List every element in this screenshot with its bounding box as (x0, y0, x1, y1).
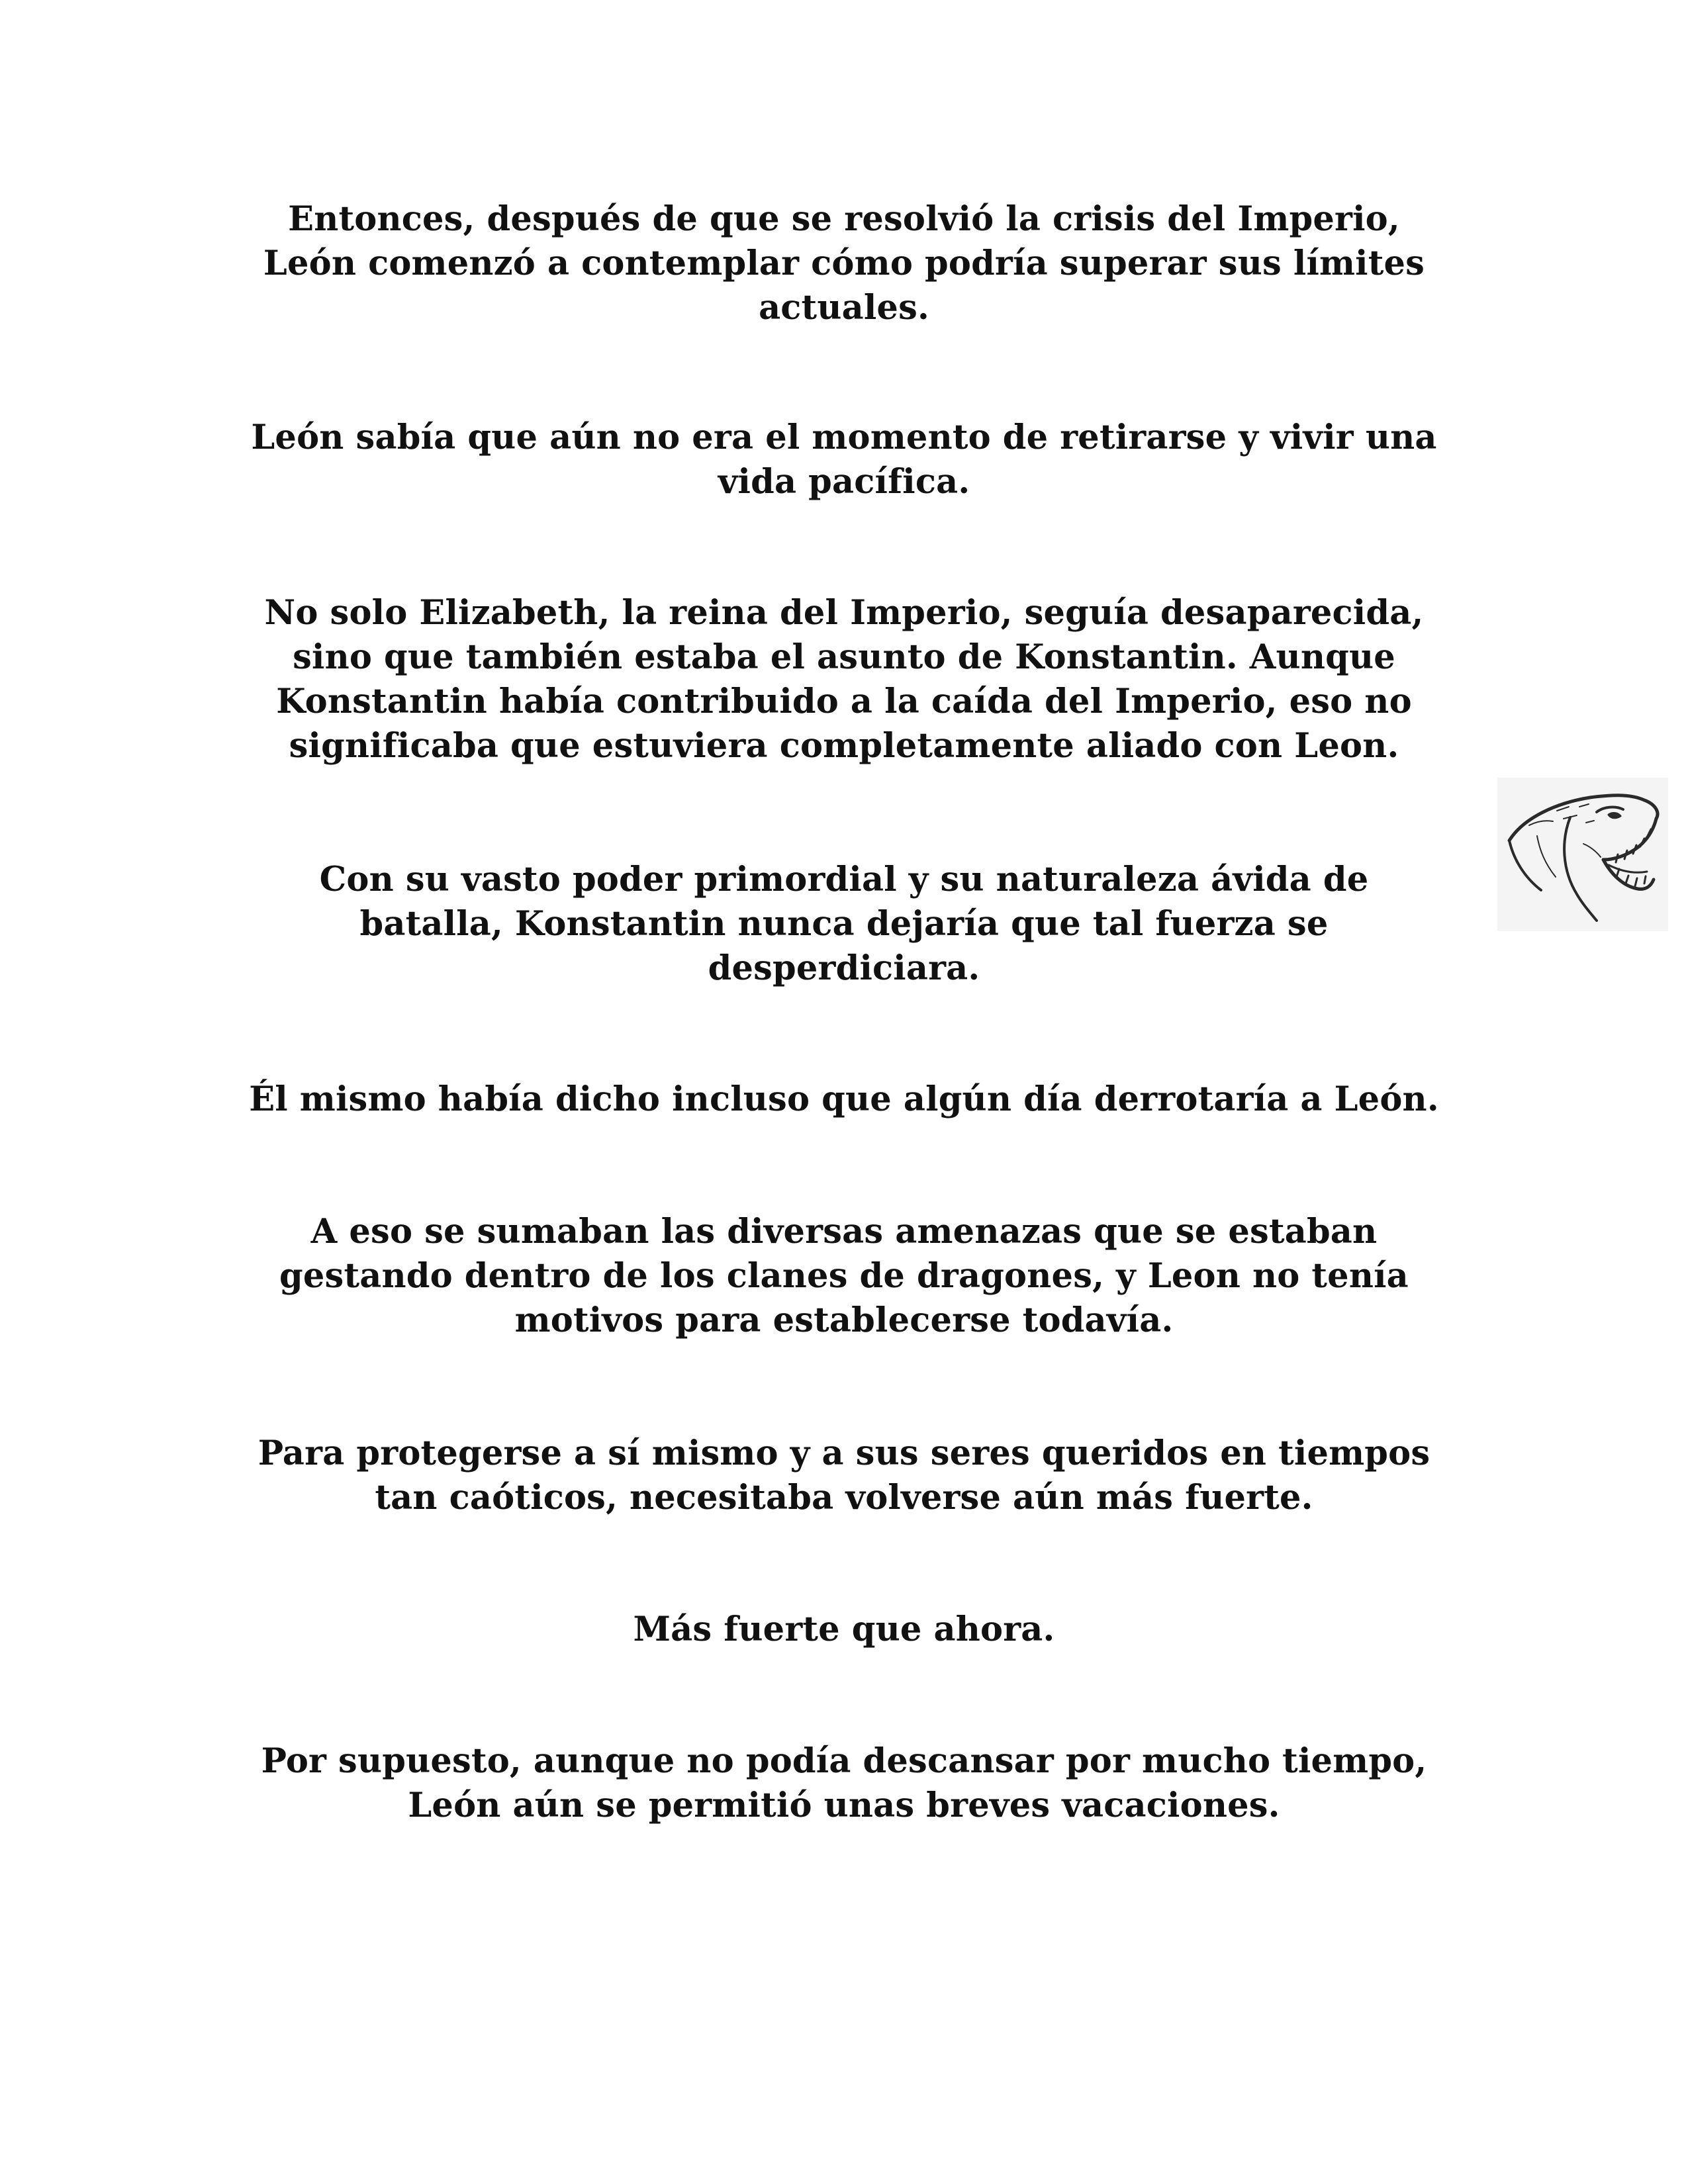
paragraph-line: Con su vasto poder primordial y su naturaleza ávida de (319, 860, 1369, 899)
paragraph-5 (215, 1077, 1473, 1122)
paragraph-line: Konstantin había contribuido a la caída del Imperio, eso no (276, 682, 1412, 721)
paragraph-line: batalla, Konstantin nunca dejaría que tal fuerza se (359, 904, 1329, 944)
paragraph-line: motivos para establecerse todavía. (514, 1300, 1174, 1340)
paragraph-line: Entonces, después de que se resolvió la crisis del Imperio, (288, 199, 1400, 239)
paragraph-4 (215, 858, 1473, 991)
dinosaur-head-sketch-icon (1497, 778, 1668, 931)
paragraph-line: sino que también estaba el asunto de Konstantin. Aunque (293, 637, 1395, 677)
paragraph-6 (215, 1210, 1473, 1343)
paragraph-3 (215, 591, 1473, 768)
paragraph-line: León comenzó a contemplar cómo podría superar sus límites (263, 244, 1425, 283)
paragraph-line: desperdiciara. (708, 948, 980, 988)
paragraph-line: Para protegerse a sí mismo y a sus seres queridos en tiempos (258, 1433, 1430, 1473)
paragraph-line: León sabía que aún no era el momento de retirarse y vivir una (251, 418, 1437, 457)
paragraph-line: Él mismo había dicho incluso que algún día derrotaría a León. (249, 1079, 1439, 1119)
paragraph-2 (215, 416, 1473, 504)
paragraph-line: Por supuesto, aunque no podía descansar por mucho tiempo, (261, 1741, 1427, 1781)
paragraph-line: A eso se sumaban las diversas amenazas que se estaban (310, 1212, 1378, 1251)
paragraph-line: actuales. (759, 288, 929, 328)
paragraph-line: significaba que estuviera completamente aliado con Leon. (289, 726, 1399, 766)
paragraph-9 (215, 1739, 1473, 1828)
paragraph-1 (215, 197, 1473, 330)
paragraph-line: vida pacífica. (718, 462, 970, 502)
paragraph-line: gestando dentro de los clanes de dragones, y Leon no tenía (279, 1256, 1409, 1296)
paragraph-line: León aún se permitió unas breves vacaciones. (408, 1786, 1280, 1825)
paragraph-8 (215, 1608, 1473, 1652)
paragraph-line: tan caóticos, necesitaba volverse aún más fuerte. (375, 1478, 1313, 1518)
paragraph-line: Más fuerte que ahora. (633, 1610, 1055, 1649)
paragraph-line: No solo Elizabeth, la reina del Imperio, seguía desaparecida, (264, 593, 1424, 633)
paragraph-7 (215, 1432, 1473, 1520)
